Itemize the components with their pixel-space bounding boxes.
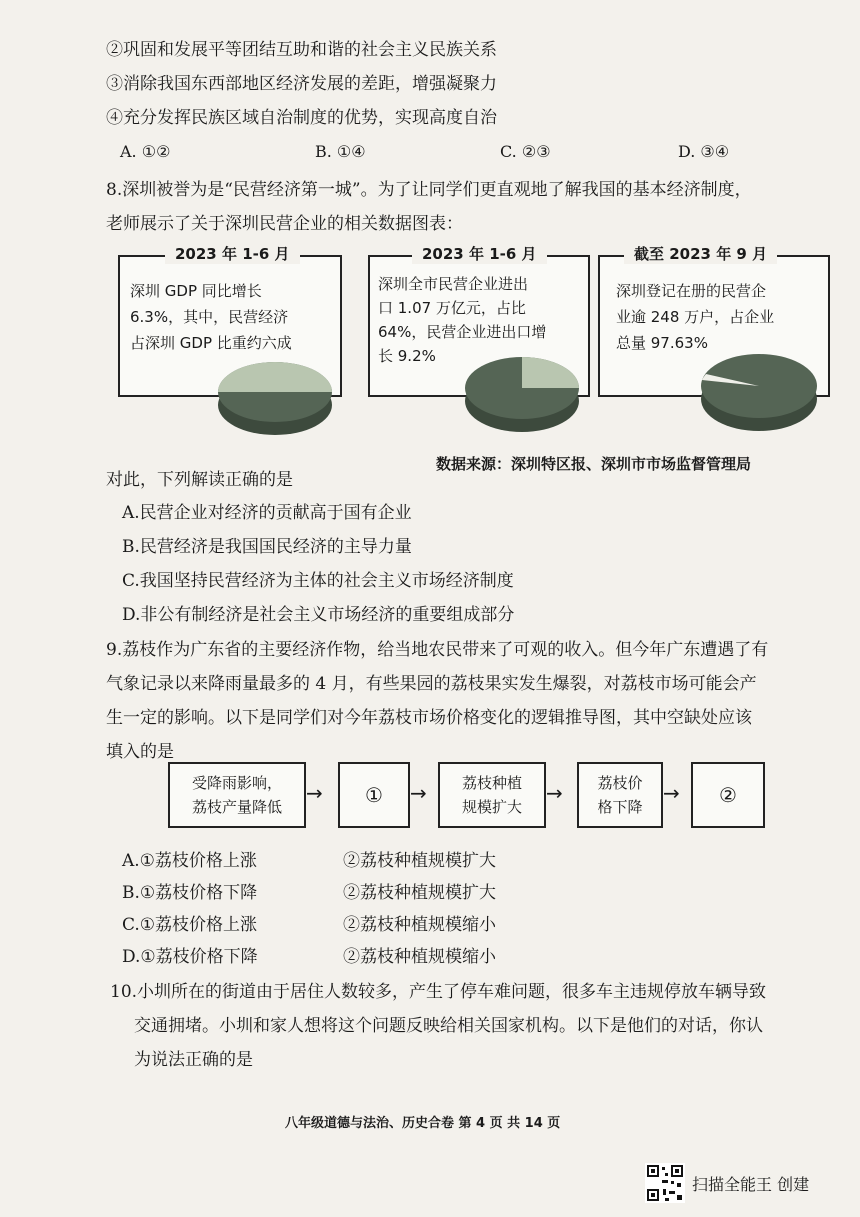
q9-option-c-2: ②荔枝种植规模缩小 — [343, 915, 496, 935]
q8-panel-1-title: 2023 年 1-6 月 — [165, 243, 300, 264]
q8-panel-3-title: 截至 2023 年 9 月 — [624, 243, 777, 264]
q8-option-d: D.非公有制经济是社会主义市场经济的重要组成部分 — [122, 605, 515, 625]
q9-stem-line3: 生一定的影响。以下是同学们对今年荔枝市场价格变化的逻辑推导图，其中空缺处应该 — [106, 708, 752, 728]
q8-ask: 对此，下列解读正确的是 — [106, 470, 293, 490]
q8-panel-1-pie — [215, 360, 335, 440]
q9-flow-box-5: ② — [691, 762, 765, 828]
q7-item-2: ②巩固和发展平等团结互助和谐的社会主义民族关系 — [106, 40, 497, 60]
q10-stem-line3: 为说法正确的是 — [134, 1050, 253, 1070]
q7-option-c: C. ②③ — [500, 142, 551, 161]
q9-option-c: C.①荔枝价格上涨 — [122, 915, 258, 935]
q9-stem-line4: 填入的是 — [106, 742, 174, 762]
q10-stem-line1: 10.小圳所在的街道由于居住人数较多，产生了停车难问题，很多车主违规停放车辆导致 — [110, 982, 767, 1002]
q8-option-b: B.民营经济是我国国民经济的主导力量 — [122, 537, 412, 557]
scanner-watermark: 扫描全能王 创建 — [692, 1175, 810, 1194]
q9-option-b-2: ②荔枝种植规模扩大 — [343, 883, 496, 903]
q7-option-b: B. ①④ — [315, 142, 366, 161]
q9-option-d: D.①荔枝价格下降 — [122, 947, 258, 967]
q7-option-d: D. ③④ — [678, 142, 730, 161]
q8-panel-2-pie — [462, 355, 582, 437]
page-footer: 八年级道德与法治、历史合卷 第 4 页 共 14 页 — [285, 1116, 561, 1131]
q7-item-4: ④充分发挥民族区域自治制度的优势，实现高度自治 — [106, 108, 497, 128]
q8-panel-2-title: 2023 年 1-6 月 — [412, 243, 547, 264]
q8-panel-3-text: 深圳登记在册的民营企 业逾 248 万户，占企业 总量 97.63% — [616, 282, 775, 352]
q9-option-a: A.①荔枝价格上涨 — [122, 851, 257, 871]
q9-flow-box-4: 荔枝价 格下降 — [577, 762, 663, 828]
q9-stem-line2: 气象记录以来降雨量最多的 4 月，有些果园的荔枝果实发生爆裂，对荔枝市场可能会产 — [106, 674, 757, 694]
q9-flow-arrow-3: → — [546, 781, 563, 805]
q8-panel-1-text: 深圳 GDP 同比增长 6.3%，其中，民营经济 占深圳 GDP 比重约六成 — [130, 282, 292, 352]
q9-flow-arrow-4: → — [663, 781, 680, 805]
qr-code-icon — [645, 1163, 685, 1203]
q8-panel-3-pie — [698, 350, 820, 436]
q8-stem-line2: 老师展示了关于深圳民营企业的相关数据图表： — [106, 214, 463, 234]
q8-stem-line1: 8.深圳被誉为是“民营经济第一城”。为了让同学们更直观地了解我国的基本经济制度， — [106, 180, 752, 200]
q7-item-3: ③消除我国东西部地区经济发展的差距，增强凝聚力 — [106, 74, 497, 94]
q9-flow-box-3: 荔枝种植 规模扩大 — [438, 762, 546, 828]
q9-flow-arrow-2: → — [410, 781, 427, 805]
q7-option-a: A. ①② — [120, 142, 171, 161]
q9-stem-line1: 9.荔枝作为广东省的主要经济作物，给当地农民带来了可观的收入。但今年广东遭遇了有 — [106, 640, 769, 660]
q10-stem-line2: 交通拥堵。小圳和家人想将这个问题反映给相关国家机构。以下是他们的对话，你认 — [134, 1016, 763, 1036]
q8-panel-2-text: 深圳全市民营企业进出 口 1.07 万亿元，占比 64%，民营企业进出口增 长 9.2% — [378, 275, 547, 365]
q8-data-source: 数据来源：深圳特区报、深圳市市场监督管理局 — [436, 455, 752, 473]
q9-flow-box-1: 受降雨影响， 荔枝产量降低 — [168, 762, 306, 828]
q9-option-d-2: ②荔枝种植规模缩小 — [343, 947, 496, 967]
q9-option-a-2: ②荔枝种植规模扩大 — [343, 851, 496, 871]
q8-option-c: C.我国坚持民营经济为主体的社会主义市场经济制度 — [122, 571, 514, 591]
q9-option-b: B.①荔枝价格下降 — [122, 883, 258, 903]
q9-flow-box-2: ① — [338, 762, 410, 828]
q9-flow-arrow-1: → — [306, 781, 323, 805]
q8-option-a: A.民营企业对经济的贡献高于国有企业 — [122, 503, 412, 523]
